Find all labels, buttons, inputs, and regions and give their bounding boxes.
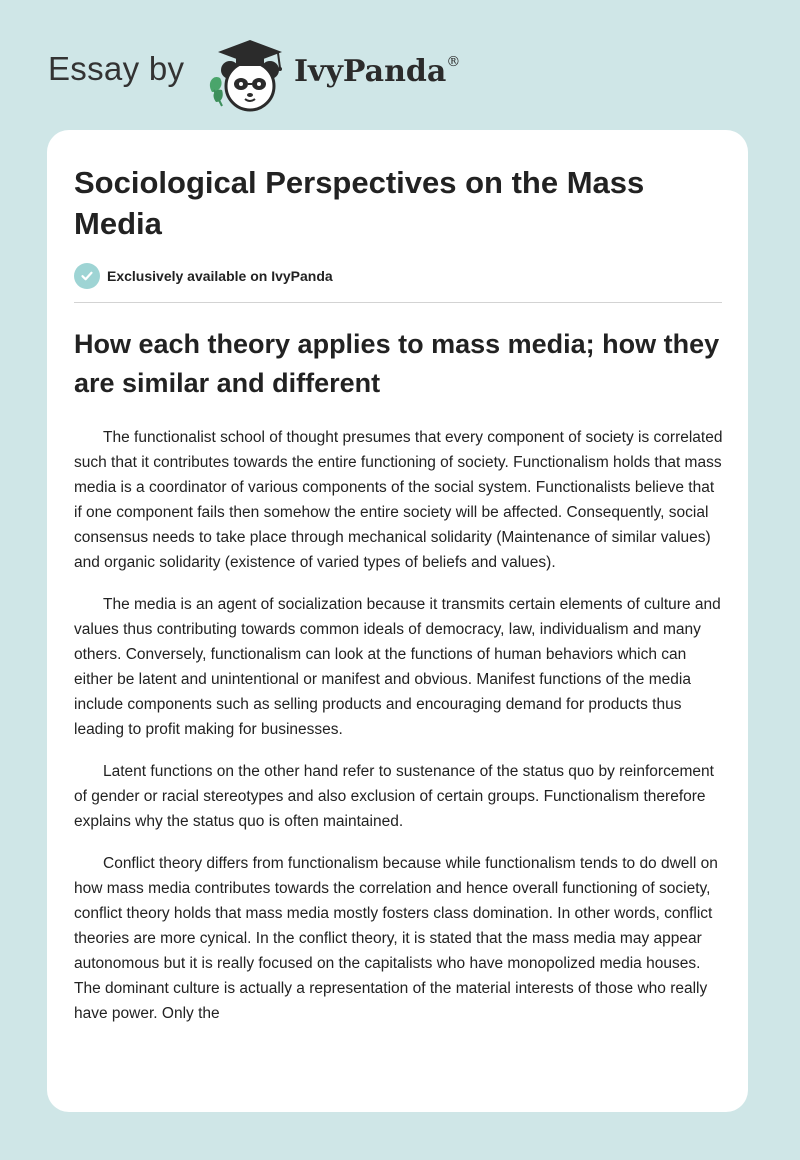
checkmark-icon xyxy=(74,263,100,289)
paragraph: Latent functions on the other hand refer to sustenance of the status quo by reinforcement of gender or racial stereotypes and also exclusion of certain groups. Functionalism therefore explains why the status quo is often maintained. xyxy=(74,763,714,830)
paragraph: The functionalist school of thought presumes that every component of society is correlated such that it contributes towards the entire functioning of society. Functionalism holds that mass media is a coordinator of various components of the social system. Functionalists believe that if one component fails then somehow the entire society will be affected. Consequently, social consensus needs to take place through mechanical solidarity (Maintenance of similar values) and organic solidarity (existence of varied types of beliefs and values). xyxy=(74,429,723,571)
section-heading: How each theory applies to mass media; how they are similar and different xyxy=(74,329,720,398)
paragraph: Conflict theory differs from functionalism because while functionalism tends to do dwell on how mass media contributes towards the correlation and hence overall functioning of society, conflict theory holds that mass media mostly fosters class domination. In other words, conflict theories are more cynical. In the conflict theory, it is stated that the mass media may appear autonomous but it is really focused on the capitalists who have monopolized media houses. The dominant culture is actually a representation of the material interests of those who really have power. Only the xyxy=(74,855,718,1022)
brand-text: IvyPanda xyxy=(294,54,447,89)
page-title: Sociological Perspectives on the Mass Media xyxy=(74,165,645,241)
paragraph: The media is an agent of socialization because it transmits certain elements of culture and values thus contributing towards common ideals of democracy, law, individualism and many others. Conversely, functionalism can look at the functions of human behaviors which can either be latent and unintentional or manifest and obvious. Manifest functions of the media include components such as selling products and encouraging demand for products thus leading to profit making for businesses. xyxy=(74,596,721,738)
registered-mark: ® xyxy=(446,54,461,70)
exclusive-badge xyxy=(74,263,333,289)
essay-by-label: Essay by xyxy=(48,50,185,87)
site-header xyxy=(48,34,648,114)
divider xyxy=(74,302,722,303)
exclusive-badge-label: Exclusively available on IvyPanda xyxy=(107,268,333,284)
panda-logo-icon[interactable] xyxy=(200,34,290,114)
essay-card xyxy=(47,130,748,1112)
brand-name[interactable] xyxy=(294,54,460,89)
essay-body xyxy=(74,425,724,1043)
